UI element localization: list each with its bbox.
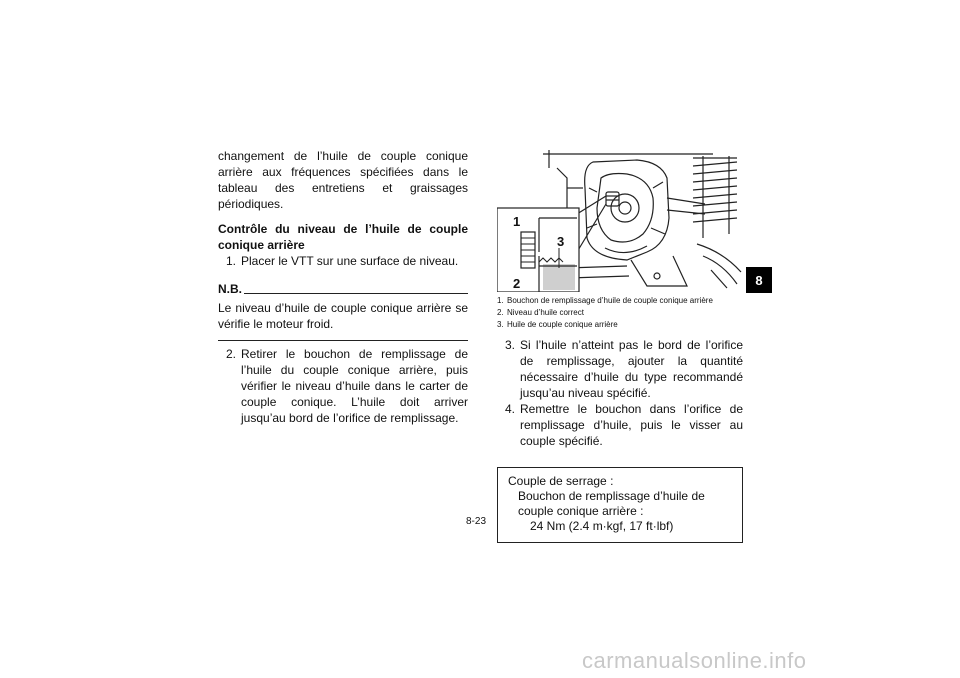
caption-2-text: Niveau d’huile correct [507, 308, 584, 317]
left-column [218, 148, 468, 426]
step-4-text: Remettre le bouchon dans l’orifice de remplissage d’huile, puis le visser au couple spécifié. [520, 402, 743, 448]
caption-2-number: 2. [497, 308, 504, 317]
note-end-rule [218, 340, 468, 341]
note-title-row [218, 281, 468, 297]
torque-value: 24 Nm (2.4 m·kgf, 17 ft·lbf) [530, 519, 674, 533]
step-4-number: 4. [505, 402, 516, 416]
inset-detail [497, 208, 579, 292]
steps-right [497, 337, 743, 449]
caption-2 [497, 307, 743, 319]
chapter-tab: 8 [746, 267, 772, 293]
intro-paragraph: changement de l’huile de couple conique arrière aux fréquences spécifiées dans le tableau des entretiens et graissages périodiques. [218, 149, 468, 211]
torque-spec-box [497, 467, 743, 543]
step-1 [218, 253, 468, 269]
torque-item: Bouchon de remplissage d’huile de couple conique arrière : [518, 489, 705, 518]
step-2-text: Retirer le bouchon de remplissage de l’huile du couple conique arrière, puis vérifier le niveau d’huile dans le carter de couple conique. L’huile doit arriver jusqu’au bord de l’orifice de remplissage. [241, 347, 468, 425]
figure-label-1: 1 [513, 214, 521, 229]
gear-case-illustration [497, 148, 743, 292]
note-title-rule [244, 293, 468, 294]
caption-3-number: 3. [497, 320, 504, 329]
figure-label-3: 3 [557, 234, 565, 249]
watermark: carmanualsonline.info [582, 648, 807, 673]
right-column [497, 148, 743, 543]
step-4 [497, 401, 743, 449]
section-heading: Contrôle du niveau de l’huile de couple conique arrière [218, 222, 468, 252]
caption-1-number: 1. [497, 296, 504, 305]
note-block [218, 281, 468, 341]
step-1-text: Placer le VTT sur une surface de niveau. [241, 254, 459, 268]
caption-1-text: Bouchon de remplissage d’huile de couple conique arrière [507, 296, 713, 305]
caption-1 [497, 295, 743, 307]
figure-captions [497, 295, 743, 331]
figure-label-2: 2 [513, 276, 521, 291]
step-2 [218, 346, 468, 426]
note-title: N.B. [218, 282, 242, 296]
step-1-number: 1. [226, 254, 237, 268]
torque-title: Couple de serrage : [508, 474, 614, 488]
caption-3 [497, 319, 743, 331]
note-text: Le niveau d’huile de couple conique arrière se vérifie le moteur froid. [218, 301, 468, 331]
step-3-number: 3. [505, 338, 516, 352]
oil-level-figure [497, 148, 743, 292]
page-number: 8-23 [466, 516, 487, 527]
caption-3-text: Huile de couple conique arrière [507, 320, 618, 329]
step-2-number: 2. [226, 347, 237, 361]
step-3 [497, 337, 743, 401]
step-3-text: Si l’huile n’atteint pas le bord de l’orifice de remplissage, ajouter la quantité nécessaire d’huile du type recommandé jusqu’au niveau spécifié. [520, 338, 743, 400]
